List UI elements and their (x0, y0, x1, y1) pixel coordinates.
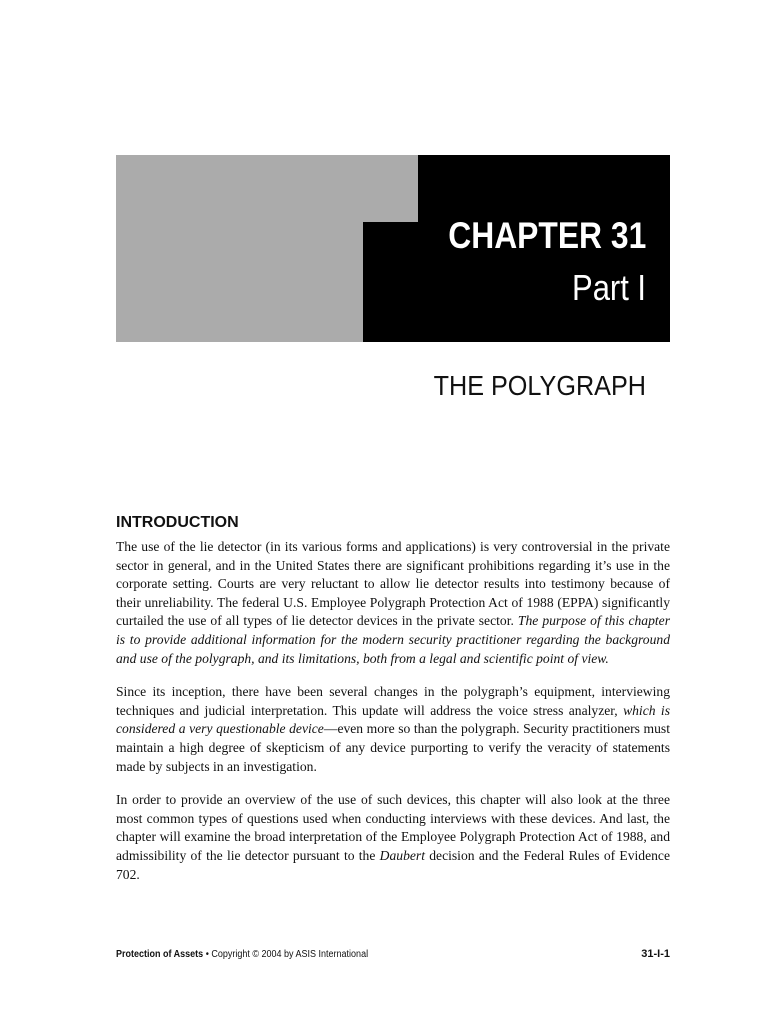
paragraph-3-italic: Daubert (379, 847, 425, 863)
page-footer (116, 948, 670, 960)
section-heading: INTRODUCTION (116, 514, 239, 531)
main-content (116, 514, 670, 899)
chapter-number: CHAPTER 31 (447, 215, 646, 256)
footer-separator: • (203, 949, 212, 960)
black-panel-top (418, 155, 670, 222)
paragraph-2-text-a: Since its inception, there have been several changes in the polygraph’s equipment, interviewing techniques and judicial interpretation. This update will address the voice stress analyzer, (116, 684, 670, 718)
paragraph-1-text: The use of the lie detector (in its various forms and applications) is very controversial in the private sector in general, and in the United States there are significant prohibitions regarding it’s use in the corporate setting. Courts are very reluctant to allow lie detector results into testimony because of their unreliability. The federal U.S. Employee Polygraph Protection Act of 1988 (EPPA) significantly curtailed the use of all types of lie detector devices in the private sector. (116, 539, 670, 629)
paragraph-2 (116, 683, 670, 776)
paragraph-2-italic: which is considered a very questionable device (116, 702, 670, 737)
footer-copyright: Copyright © 2004 by ASIS International (211, 949, 369, 960)
paragraph-3 (116, 791, 670, 884)
footer-left (116, 949, 368, 960)
paragraph-1 (116, 538, 670, 668)
footer-publication: Protection of Assets (116, 949, 204, 960)
paragraph-3-text-a: In order to provide an overview of the use of such devices, this chapter will also look at the three most common types of questions used when conducting interviews with these devices. And last, the chapter will examine the broad interpretation of the Employee Polygraph Protection Act of 1988, and admissibility of the lie detector pursuant to the (116, 792, 670, 863)
paragraph-2-text-b: —even more so than the polygraph. Security practitioners must maintain a high degree of skepticism of any device purporting to verify the veracity of statements made by subjects in an investigation. (116, 721, 670, 774)
chapter-header-block (116, 155, 670, 342)
paragraph-1-italic: The purpose of this chapter is to provide additional information for the modern security practitioner regarding the background and use of the polygraph, and its limitations, both from a legal and scientific point of view. (116, 613, 670, 666)
chapter-title: THE POLYGRAPH (433, 370, 646, 401)
page-number: 31-I-1 (641, 948, 670, 960)
chapter-part: Part I (572, 267, 646, 308)
paragraph-3-text-b: decision and the Federal Rules of Evidence 702. (116, 847, 671, 882)
